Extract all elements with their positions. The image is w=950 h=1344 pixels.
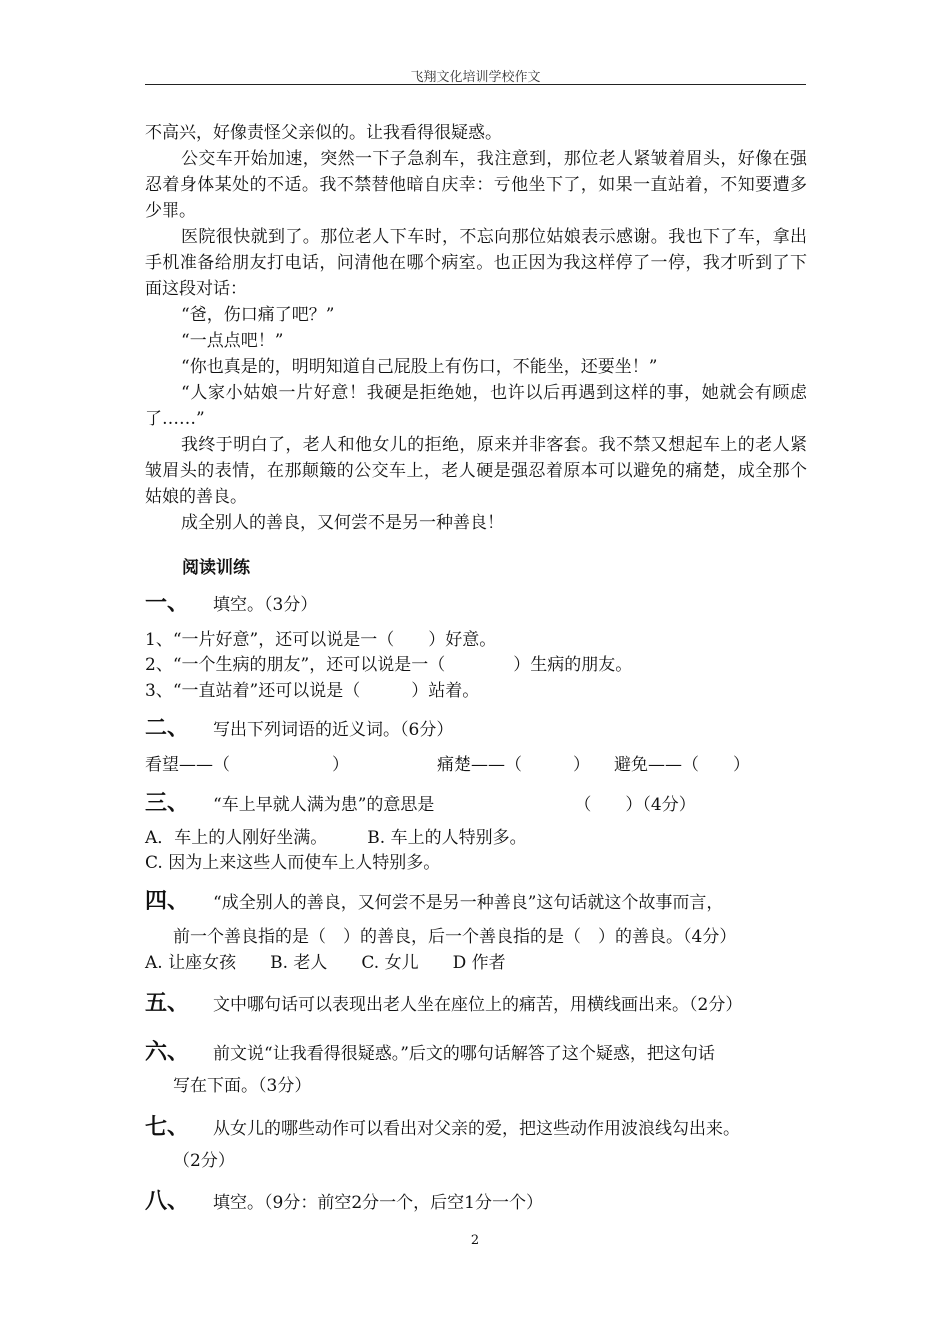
q1-item: 3、“一直站着”还可以说是（ ）站着。 xyxy=(145,681,480,701)
question-1 xyxy=(145,586,317,617)
passage-paragraph: “人家小姑娘一片好意！我硬是拒绝她，也许以后再遇到这样的事，她就会有顾虑了……” xyxy=(145,383,807,429)
question-7 xyxy=(145,1110,740,1141)
question-5 xyxy=(145,986,742,1017)
q2-word: 看望——（ ） xyxy=(145,755,349,775)
q3-option: A．车上的人刚好坐满。 xyxy=(145,828,328,848)
question-3 xyxy=(145,786,696,817)
q3-options xyxy=(145,823,527,848)
q4-options: A. 让座女孩 B. 老人 C. 女儿 D 作者 xyxy=(145,953,506,973)
question-number: 七、 xyxy=(145,1114,190,1140)
question-number: 三、 xyxy=(145,790,190,816)
question-text: 前文说“让我看得很疑惑。”后文的哪句话解答了这个疑惑，把这句话 xyxy=(213,1044,715,1064)
question-text-continued: （2分） xyxy=(173,1151,235,1171)
q2-words xyxy=(145,750,750,775)
question-text: 写出下列词语的近义词。（6分） xyxy=(213,720,454,740)
question-4 xyxy=(145,884,723,915)
question-score: （ ）（4分） xyxy=(574,795,696,815)
question-number: 五、 xyxy=(145,990,190,1016)
question-text: 填空。（3分） xyxy=(213,595,318,615)
passage-paragraph: 公交车开始加速，突然一下子急刹车，我注意到，那位老人紧皱着眉头，好像在强忍着身体某处的不适。我不禁替他暗自庆幸：亏他坐下了，如果一直站着，不知要遭多少罪。 xyxy=(145,149,807,221)
question-text: 填空。（9分：前空2分一个，后空1分一个） xyxy=(213,1193,543,1213)
q3-option: B. 车上的人特别多。 xyxy=(367,828,527,848)
passage-paragraph: “爸，伤口痛了吧？” xyxy=(181,305,335,325)
page-header: 飞翔文化培训学校作文 xyxy=(410,70,541,85)
question-2 xyxy=(145,711,453,742)
question-number: 一、 xyxy=(145,590,190,616)
question-number: 六、 xyxy=(145,1039,190,1065)
question-text-continued: 写在下面。（3分） xyxy=(173,1076,312,1096)
question-number: 二、 xyxy=(145,715,190,741)
q3-option: C. 因为上来这些人而使车上人特别多。 xyxy=(145,853,441,873)
question-text: “车上早就人满为患”的意思是 xyxy=(213,795,435,815)
question-number: 四、 xyxy=(145,888,190,914)
question-text: 文中哪句话可以表现出老人坐在座位上的痛苦，用横线画出来。（2分） xyxy=(213,995,743,1015)
question-text-continued: 前一个善良指的是（ ）的善良，后一个善良指的是（ ）的善良。（4分） xyxy=(173,927,737,947)
page-number: 2 xyxy=(470,1233,480,1248)
passage-paragraph: 成全别人的善良，又何尝不是另一种善良！ xyxy=(181,513,504,533)
passage-paragraph: 不高兴，好像责怪父亲似的。让我看得很疑惑。 xyxy=(145,123,502,143)
q1-item: 1、“一片好意”，还可以说是一（ ）好意。 xyxy=(145,630,497,650)
header-divider xyxy=(145,84,806,85)
q2-word: 避免——（ ） xyxy=(614,755,750,775)
passage-paragraph: “你也真是的，明明知道自己屁股上有伤口，不能坐，还要坐！” xyxy=(181,357,658,377)
q1-item: 2、“一个生病的朋友”，还可以说是一（ ）生病的朋友。 xyxy=(145,655,633,675)
section-title: 阅读训练 xyxy=(182,558,250,578)
passage-paragraph: 医院很快就到了。那位老人下车时，不忘向那位姑娘表示感谢。我也下了车，拿出手机准备给朋友打电话，问清他在哪个病室。也正因为我这样停了一停，我才听到了下面这段对话： xyxy=(145,227,807,299)
question-number: 八、 xyxy=(145,1188,190,1214)
passage xyxy=(145,120,807,536)
question-8 xyxy=(145,1184,543,1215)
question-text: 从女儿的哪些动作可以看出对父亲的爱，把这些动作用波浪线勾出来。 xyxy=(213,1119,740,1139)
question-text: “成全别人的善良，又何尝不是另一种善良”这句话就这个故事而言， xyxy=(213,893,724,913)
q2-word: 痛楚——（ ） xyxy=(437,755,590,775)
passage-paragraph: “一点点吧！” xyxy=(181,331,284,351)
question-6 xyxy=(145,1035,715,1066)
passage-paragraph: 我终于明白了，老人和他女儿的拒绝，原来并非客套。我不禁又想起车上的老人紧皱眉头的表情，在那颠簸的公交车上，老人硬是强忍着原本可以避免的痛楚，成全那个姑娘的善良。 xyxy=(145,435,807,507)
